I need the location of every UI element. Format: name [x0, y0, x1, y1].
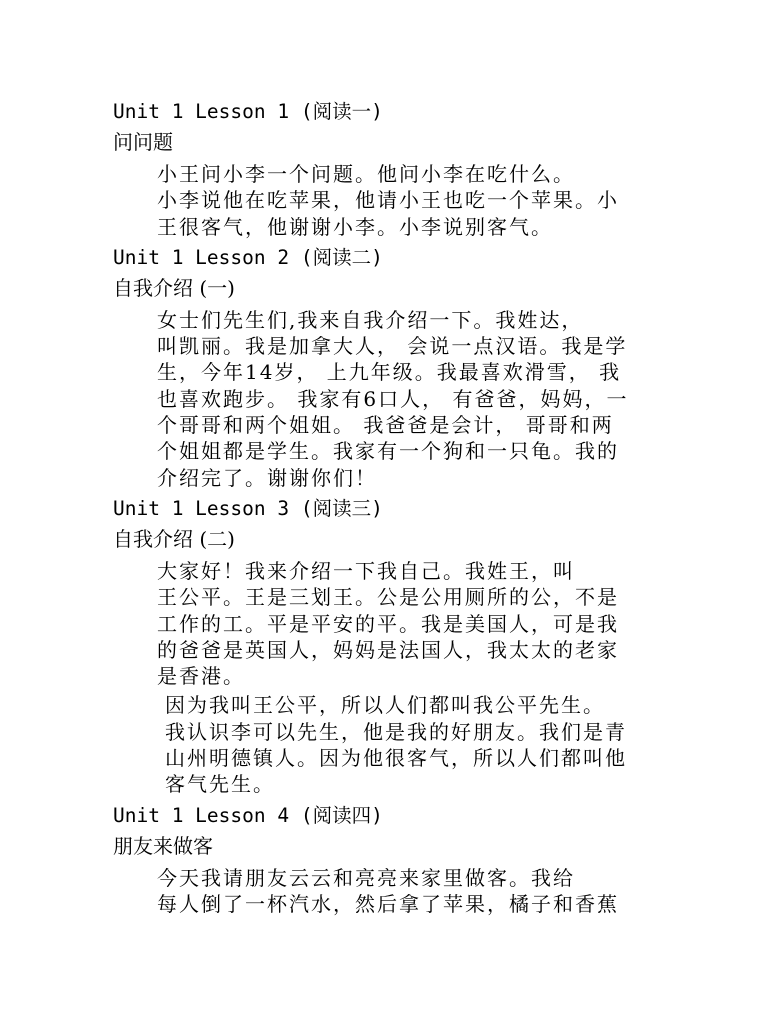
lesson-section — [113, 96, 658, 240]
paragraph — [113, 692, 658, 797]
lesson-heading: Unit 1 Lesson 3 (阅读三) — [113, 496, 383, 520]
paragraph-line: 生，今年14岁， 上九年级。我最喜欢滑雪， 我 — [157, 360, 622, 385]
lesson-section — [113, 800, 658, 918]
paragraph-line: 女士们先生们,我来自我介绍一下。我姓达， — [157, 307, 584, 332]
paragraph-line: 小李说他在吃苹果，他请小王也吃一个苹果。小 — [157, 188, 619, 213]
lesson-title: 问问题 — [113, 130, 173, 154]
paragraph-line: 客气先生。 — [165, 772, 275, 797]
paragraph-line: 因为我叫王公平，所以人们都叫我公平先生。 — [165, 693, 605, 718]
lesson-title: 自我介绍 (二) — [113, 526, 235, 551]
paragraph-line: 今天我请朋友云云和亮亮来家里做客。我给 — [157, 865, 575, 890]
lesson-section — [113, 493, 658, 798]
document-page — [113, 96, 658, 919]
paragraph-line: 个姐姐都是学生。我家有一个狗和一只龟。我的 — [157, 439, 619, 464]
paragraph-line: 王公平。王是三划王。公是公用厕所的公，不是 — [157, 585, 619, 610]
paragraph — [113, 865, 658, 918]
paragraph-line: 每人倒了一杯汽水，然后拿了苹果，橘子和香蕉 — [157, 891, 619, 916]
lesson-heading: Unit 1 Lesson 4 (阅读四) — [113, 803, 383, 827]
paragraph-line: 王很客气，他谢谢小李。小李说别客气。 — [157, 214, 553, 239]
paragraph-line: 叫凯丽。我是加拿大人， 会说一点汉语。我是学 — [157, 334, 628, 359]
paragraph-line: 小王问小李一个问题。他问小李在吃什么。 — [157, 162, 575, 186]
paragraph-line: 工作的工。平是平安的平。我是美国人，可是我 — [157, 611, 619, 636]
paragraph-line: 也喜欢跑步。 我家有6口人， 有爸爸，妈妈，一 — [157, 386, 629, 411]
paragraph-line: 大家好！我来介绍一下我自己。我姓王，叫 — [157, 558, 575, 583]
lesson-heading: Unit 1 Lesson 1 (阅读一) — [113, 100, 383, 123]
paragraph-line: 介绍完了。谢谢你们！ — [157, 465, 377, 490]
paragraph-line: 个哥哥和两个姐姐。 我爸爸是会计， 哥哥和两 — [157, 413, 614, 438]
lesson-section — [113, 242, 658, 491]
paragraph — [113, 558, 658, 689]
lesson-heading: Unit 1 Lesson 2 (阅读二) — [113, 245, 383, 269]
paragraph-line: 的爸爸是英国人，妈妈是法国人，我太太的老家 — [157, 637, 619, 662]
lesson-title: 朋友来做客 — [113, 833, 213, 858]
paragraph-line: 我认识李可以先生，他是我的好朋友。我们是青 — [165, 719, 627, 744]
lesson-title: 自我介绍 (一) — [113, 275, 235, 300]
paragraph — [113, 161, 658, 240]
paragraph — [113, 307, 658, 491]
paragraph-line: 是香港。 — [157, 664, 245, 689]
paragraph-line: 山州明德镇人。因为他很客气，所以人们都叫他 — [165, 746, 627, 771]
